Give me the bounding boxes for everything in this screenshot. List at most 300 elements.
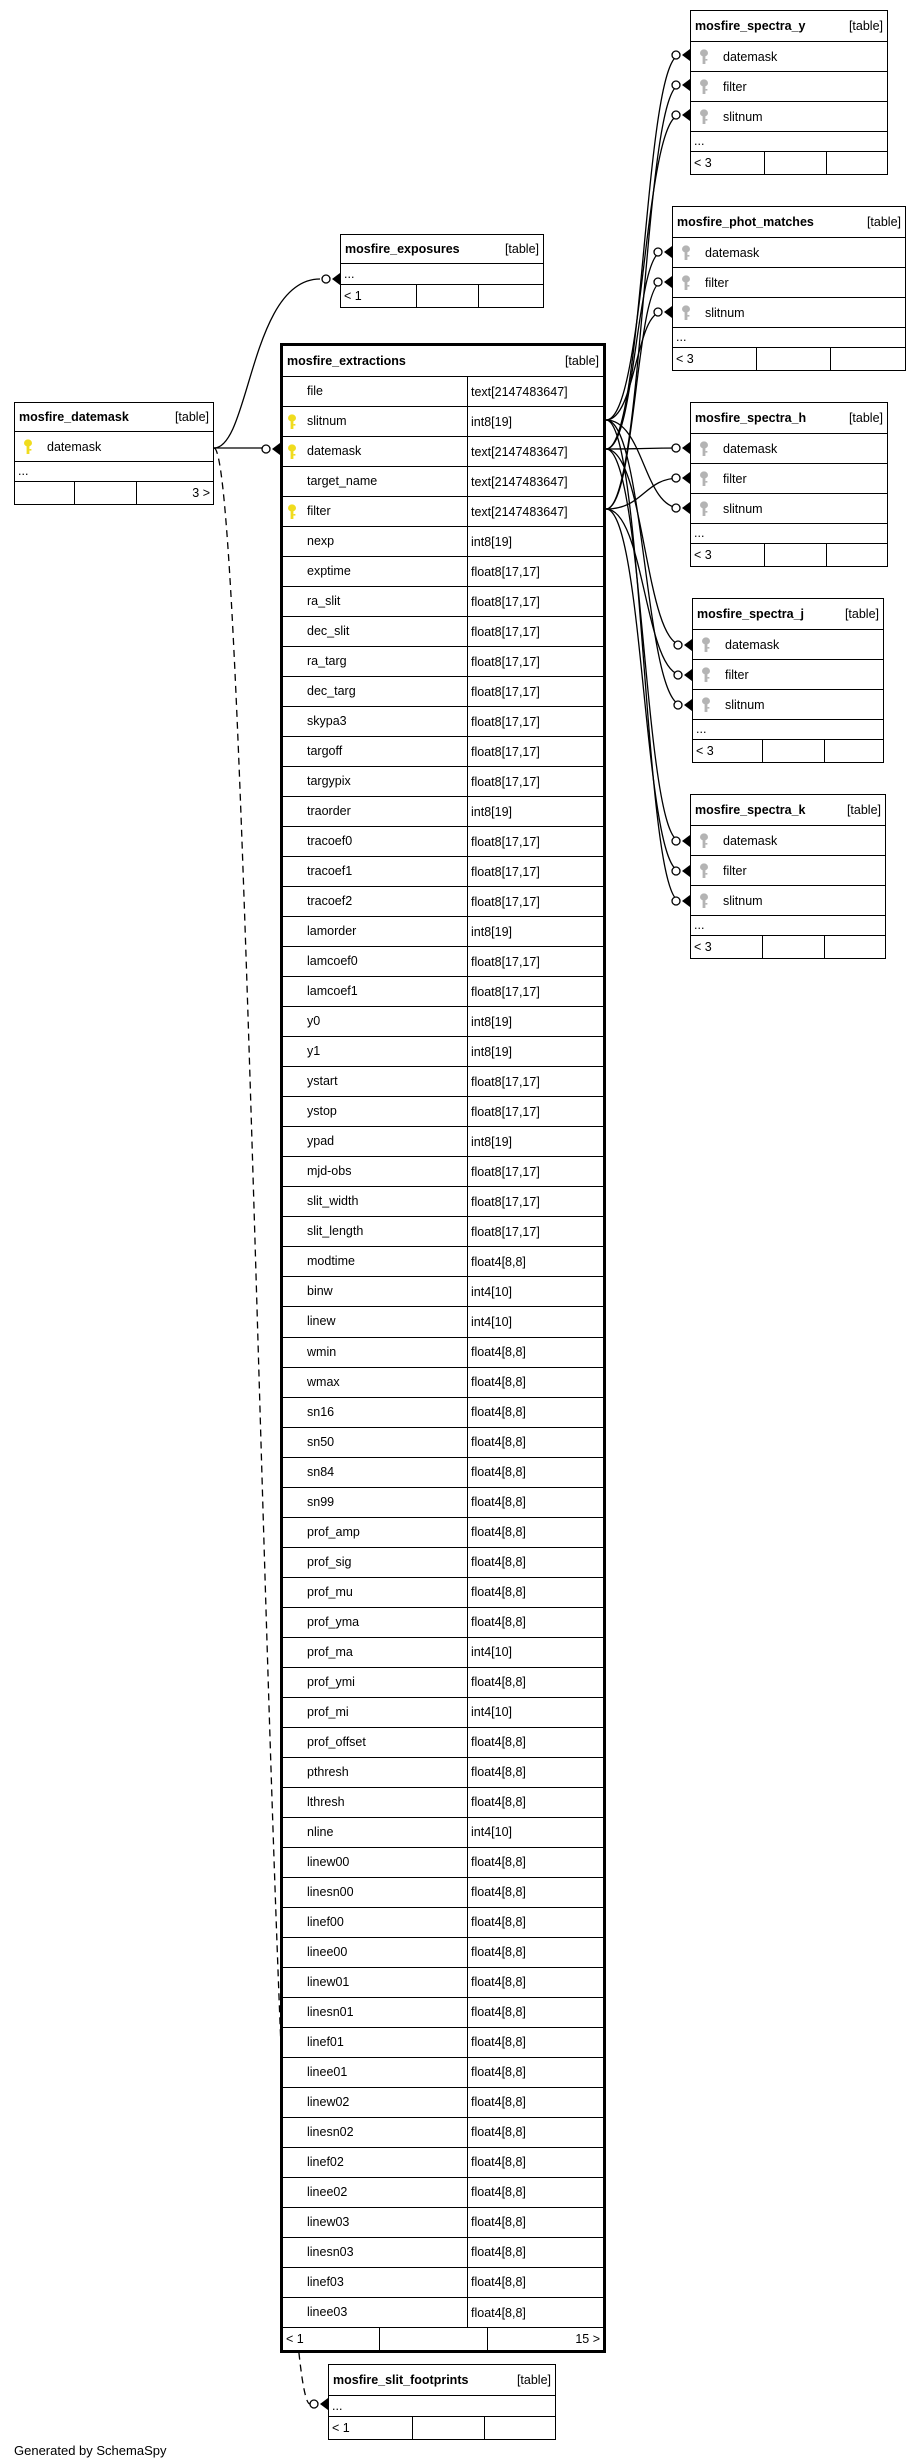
primary-key-icon: [15, 439, 41, 455]
column-name: lamcoef0: [301, 947, 468, 976]
footer-cell[interactable]: < 3: [694, 548, 712, 562]
table-kind: [table]: [504, 242, 539, 256]
column-name: prof_mu: [301, 1578, 468, 1607]
column-name: prof_mi: [301, 1698, 468, 1727]
column-row[interactable]: [283, 856, 603, 886]
many-marker: [682, 502, 690, 514]
table-footer: [691, 151, 887, 174]
optional-marker: [672, 474, 680, 482]
column-row[interactable]: [283, 1757, 603, 1787]
column-row[interactable]: [691, 885, 885, 915]
column-name: filter: [723, 79, 747, 94]
table-name[interactable]: mosfire_datemask: [19, 410, 129, 424]
optional-marker: [674, 671, 682, 679]
optional-marker: [672, 897, 680, 905]
column-row[interactable]: [283, 646, 603, 676]
column-row[interactable]: [283, 886, 603, 916]
column-row[interactable]: [691, 41, 887, 71]
more-columns: ...: [341, 263, 543, 284]
column-row[interactable]: [283, 1427, 603, 1457]
table-name[interactable]: mosfire_spectra_h: [695, 411, 807, 425]
column-name: slitnum: [301, 407, 468, 436]
column-name: datemask: [725, 637, 780, 652]
many-marker: [682, 472, 690, 484]
column-type: int8[19]: [471, 1134, 513, 1149]
column-name: ypad: [301, 1127, 468, 1156]
column-row[interactable]: [283, 976, 603, 1006]
column-type: float4[8,8]: [471, 2065, 526, 2080]
column-row[interactable]: [283, 2147, 603, 2177]
table-kind: [table]: [848, 19, 883, 33]
column-row[interactable]: [283, 2117, 603, 2147]
column-name: filter: [725, 667, 749, 682]
many-marker: [682, 109, 690, 121]
footer-cell: [826, 152, 887, 174]
column-type: float4[8,8]: [471, 2035, 526, 2050]
column-row[interactable]: [283, 1517, 603, 1547]
column-name: linee02: [301, 2178, 468, 2207]
column-row[interactable]: [283, 1937, 603, 1967]
column-type: float4[8,8]: [471, 1555, 526, 1570]
column-type: int8[19]: [471, 804, 513, 819]
table-name[interactable]: mosfire_extractions: [287, 354, 406, 368]
table-kind: [table]: [848, 411, 883, 425]
column-row[interactable]: [283, 1697, 603, 1727]
column-row[interactable]: [283, 2297, 603, 2327]
optional-marker: [672, 504, 680, 512]
column-name: target_name: [301, 467, 468, 496]
footer-cell: [764, 544, 825, 566]
more-columns: ...: [691, 915, 885, 935]
column-name: mjd-obs: [301, 1157, 468, 1186]
column-row[interactable]: [283, 1907, 603, 1937]
footer-cell[interactable]: 3 >: [136, 482, 213, 504]
relationship-line: [606, 115, 680, 420]
column-name: ra_slit: [301, 587, 468, 616]
column-name: file: [301, 377, 468, 406]
column-name: linesn01: [301, 1998, 468, 2027]
column-name: wmax: [301, 1368, 468, 1397]
column-row[interactable]: [283, 2027, 603, 2057]
column-type: float4[8,8]: [471, 1855, 526, 1870]
footer-cell[interactable]: 15 >: [487, 2328, 603, 2350]
column-row[interactable]: [283, 1547, 603, 1577]
column-name: ystop: [301, 1097, 468, 1126]
column-row[interactable]: [283, 526, 603, 556]
many-marker: [684, 699, 692, 711]
more-columns: ...: [673, 327, 905, 347]
table-header: [691, 795, 885, 825]
column-name: prof_ymi: [301, 1668, 468, 1697]
column-row[interactable]: [283, 1156, 603, 1186]
column-row[interactable]: [283, 2057, 603, 2087]
column-row[interactable]: [283, 1967, 603, 1997]
column-type: float8[17,17]: [471, 714, 540, 729]
column-type: float4[8,8]: [471, 1675, 526, 1690]
table-kind: [table]: [844, 607, 879, 621]
table-name[interactable]: mosfire_spectra_k: [695, 803, 806, 817]
table-footer: [691, 935, 885, 958]
column-type: float8[17,17]: [471, 954, 540, 969]
column-name: y1: [301, 1037, 468, 1066]
foreign-key-icon: [691, 833, 717, 849]
column-type: float8[17,17]: [471, 1194, 540, 1209]
column-row[interactable]: [673, 297, 905, 327]
table-name[interactable]: mosfire_exposures: [345, 242, 460, 256]
column-row[interactable]: [691, 825, 885, 855]
column-type: float4[8,8]: [471, 1254, 526, 1269]
optional-marker: [672, 81, 680, 89]
column-name: sn99: [301, 1488, 468, 1517]
column-name: linew03: [301, 2208, 468, 2237]
many-marker: [664, 246, 672, 258]
optional-marker: [674, 641, 682, 649]
many-marker: [682, 835, 690, 847]
column-row[interactable]: [283, 1487, 603, 1517]
footer-cell[interactable]: < 3: [676, 352, 694, 366]
column-row[interactable]: [283, 916, 603, 946]
column-name: linef02: [301, 2148, 468, 2177]
column-name: modtime: [301, 1247, 468, 1276]
column-row[interactable]: [283, 1186, 603, 1216]
column-name: prof_offset: [301, 1728, 468, 1757]
table-footer: [329, 2416, 555, 2439]
more-columns: ...: [15, 461, 213, 481]
column-row[interactable]: [283, 436, 603, 466]
column-name: pthresh: [301, 1758, 468, 1787]
table-footer: [691, 543, 887, 566]
table-name[interactable]: mosfire_phot_matches: [677, 215, 814, 229]
column-row[interactable]: [283, 2177, 603, 2207]
column-type: float8[17,17]: [471, 894, 540, 909]
column-name: dec_targ: [301, 677, 468, 706]
column-name: tracoef0: [301, 827, 468, 856]
many-marker: [664, 306, 672, 318]
footer-cell[interactable]: < 1: [344, 289, 362, 303]
column-type: text[2147483647]: [471, 384, 568, 399]
footer-cell: [824, 936, 885, 958]
column-type: int4[10]: [471, 1825, 513, 1840]
column-type: float4[8,8]: [471, 1405, 526, 1420]
column-row[interactable]: [283, 2267, 603, 2297]
column-name: linef03: [301, 2268, 468, 2297]
column-type: float4[8,8]: [471, 2245, 526, 2260]
optional-marker: [262, 445, 270, 453]
column-row[interactable]: [283, 1787, 603, 1817]
column-type: float4[8,8]: [471, 1915, 526, 1930]
column-type: float4[8,8]: [471, 1735, 526, 1750]
column-type: float4[8,8]: [471, 2275, 526, 2290]
footer-cell: [484, 2417, 555, 2439]
column-type: float8[17,17]: [471, 774, 540, 789]
footer-cell[interactable]: < 1: [286, 2332, 304, 2347]
column-name: slitnum: [725, 697, 765, 712]
table-kind: [table]: [516, 2373, 551, 2387]
footer-cell: [15, 482, 74, 504]
footer-cell: [830, 348, 905, 370]
column-name: linesn02: [301, 2118, 468, 2147]
footer-cell[interactable]: < 3: [694, 940, 712, 954]
foreign-key-icon: [691, 893, 717, 909]
column-type: float4[8,8]: [471, 1765, 526, 1780]
column-row[interactable]: [691, 101, 887, 131]
many-marker: [272, 443, 280, 455]
column-name: prof_yma: [301, 1608, 468, 1637]
column-row[interactable]: [283, 1997, 603, 2027]
column-type: float8[17,17]: [471, 1104, 540, 1119]
column-row[interactable]: [693, 689, 883, 719]
table-kind: [table]: [846, 803, 881, 817]
table-footer: [283, 2327, 603, 2350]
column-type: float4[8,8]: [471, 1465, 526, 1480]
foreign-key-icon: [691, 79, 717, 95]
column-row[interactable]: [283, 1877, 603, 1907]
column-type: float4[8,8]: [471, 1525, 526, 1540]
column-row[interactable]: [283, 376, 603, 406]
optional-marker: [310, 2400, 318, 2408]
column-row[interactable]: [283, 706, 603, 736]
column-row[interactable]: [283, 1637, 603, 1667]
column-name: filter: [723, 863, 747, 878]
column-name: linesn00: [301, 1878, 468, 1907]
footer-cell: [416, 285, 477, 307]
table-spectra-k[interactable]: [690, 794, 886, 959]
column-row[interactable]: [691, 855, 885, 885]
column-row[interactable]: [283, 1036, 603, 1066]
column-name: prof_sig: [301, 1548, 468, 1577]
column-name: traorder: [301, 797, 468, 826]
column-row[interactable]: [283, 1457, 603, 1487]
footer-cell[interactable]: < 1: [332, 2421, 350, 2435]
generated-by-label: Generated by SchemaSpy: [14, 2443, 167, 2458]
column-row[interactable]: [283, 1847, 603, 1877]
many-marker: [684, 639, 692, 651]
column-row[interactable]: [673, 267, 905, 297]
column-row[interactable]: [283, 1607, 603, 1637]
column-row[interactable]: [283, 946, 603, 976]
column-row[interactable]: [283, 1006, 603, 1036]
column-row[interactable]: [693, 659, 883, 689]
column-type: int8[19]: [471, 1044, 513, 1059]
table-slit-footprints[interactable]: [328, 2364, 556, 2440]
table-datemask[interactable]: [14, 402, 214, 505]
column-row[interactable]: [283, 766, 603, 796]
footer-cell: [756, 348, 829, 370]
column-row[interactable]: [673, 237, 905, 267]
table-spectra-h[interactable]: [690, 402, 888, 567]
column-name: datemask: [723, 49, 778, 64]
column-name: linew: [301, 1307, 468, 1336]
column-row[interactable]: [283, 616, 603, 646]
many-marker: [320, 2398, 328, 2410]
column-row[interactable]: [283, 1577, 603, 1607]
footer-cell: [379, 2328, 487, 2350]
column-type: float4[8,8]: [471, 1615, 526, 1630]
table-header: [691, 403, 887, 433]
column-name: nexp: [301, 527, 468, 556]
column-type: float8[17,17]: [471, 864, 540, 879]
column-type: float4[8,8]: [471, 2185, 526, 2200]
column-name: linef01: [301, 2028, 468, 2057]
column-type: int8[19]: [471, 414, 513, 429]
column-type: float8[17,17]: [471, 984, 540, 999]
column-name: slit_length: [301, 1217, 468, 1246]
column-row[interactable]: [283, 1306, 603, 1336]
foreign-key-icon: [673, 305, 699, 321]
column-row[interactable]: [283, 676, 603, 706]
column-row[interactable]: [283, 1276, 603, 1306]
column-name: linew00: [301, 1848, 468, 1877]
column-type: float4[8,8]: [471, 2095, 526, 2110]
column-type: text[2147483647]: [471, 444, 568, 459]
column-row[interactable]: [283, 586, 603, 616]
column-name: slitnum: [723, 501, 763, 516]
column-type: float8[17,17]: [471, 834, 540, 849]
column-row[interactable]: [283, 1667, 603, 1697]
relationship-line: [606, 448, 680, 449]
table-kind: [table]: [564, 354, 599, 368]
column-row[interactable]: [283, 1727, 603, 1757]
column-row[interactable]: [283, 1337, 603, 1367]
table-spectra-j[interactable]: [692, 598, 884, 763]
foreign-key-icon: [693, 637, 719, 653]
footer-cell[interactable]: < 3: [696, 744, 714, 758]
table-footer: [15, 481, 213, 504]
foreign-key-icon: [283, 504, 301, 520]
table-footer: [693, 739, 883, 762]
column-row[interactable]: [283, 1817, 603, 1847]
more-columns: ...: [691, 131, 887, 151]
column-row[interactable]: [283, 1367, 603, 1397]
column-name: datemask: [301, 437, 468, 466]
foreign-key-icon: [691, 863, 717, 879]
column-type: float4[8,8]: [471, 2305, 526, 2320]
column-type: float4[8,8]: [471, 2155, 526, 2170]
column-type: int8[19]: [471, 1014, 513, 1029]
column-type: float4[8,8]: [471, 1585, 526, 1600]
column-row[interactable]: [283, 736, 603, 766]
column-name: ystart: [301, 1067, 468, 1096]
column-row[interactable]: [283, 406, 603, 436]
column-row[interactable]: [283, 1066, 603, 1096]
foreign-key-icon: [673, 245, 699, 261]
column-name: datemask: [723, 833, 778, 848]
column-name: slitnum: [723, 893, 763, 908]
column-row[interactable]: [283, 1397, 603, 1427]
column-name: datemask: [47, 439, 102, 454]
optional-marker: [672, 837, 680, 845]
column-type: int8[19]: [471, 924, 513, 939]
column-name: linee00: [301, 1938, 468, 1967]
optional-marker: [672, 444, 680, 452]
column-row[interactable]: [691, 433, 887, 463]
column-type: float8[17,17]: [471, 624, 540, 639]
table-exposures[interactable]: [340, 234, 544, 308]
column-type: float8[17,17]: [471, 744, 540, 759]
foreign-key-icon: [691, 109, 717, 125]
column-row[interactable]: [691, 71, 887, 101]
table-name[interactable]: mosfire_spectra_j: [697, 607, 805, 621]
column-row[interactable]: [691, 463, 887, 493]
column-type: float4[8,8]: [471, 1795, 526, 1810]
column-name: exptime: [301, 557, 468, 586]
column-row[interactable]: [693, 629, 883, 659]
column-type: int4[10]: [471, 1284, 513, 1299]
column-name: targypix: [301, 767, 468, 796]
column-name: nline: [301, 1818, 468, 1847]
column-name: sn16: [301, 1398, 468, 1427]
more-columns: ...: [329, 2395, 555, 2416]
many-marker: [682, 442, 690, 454]
table-phot-matches[interactable]: [672, 206, 906, 371]
column-type: float8[17,17]: [471, 1074, 540, 1089]
column-type: float8[17,17]: [471, 564, 540, 579]
table-header: [283, 346, 603, 376]
table-name[interactable]: mosfire_slit_footprints: [333, 2373, 469, 2387]
column-row[interactable]: [283, 796, 603, 826]
column-name: lamorder: [301, 917, 468, 946]
column-row[interactable]: [283, 556, 603, 586]
column-name: filter: [723, 471, 747, 486]
many-marker: [332, 273, 340, 285]
column-row[interactable]: [283, 466, 603, 496]
column-name: lthresh: [301, 1788, 468, 1817]
column-type: float4[8,8]: [471, 1345, 526, 1359]
column-type: float4[8,8]: [471, 1375, 526, 1390]
column-name: tracoef1: [301, 857, 468, 886]
column-name: binw: [301, 1277, 468, 1306]
column-name: linew02: [301, 2088, 468, 2117]
column-type: float8[17,17]: [471, 1164, 540, 1179]
foreign-key-icon: [693, 697, 719, 713]
column-row[interactable]: [283, 1246, 603, 1276]
column-row[interactable]: [15, 431, 213, 461]
footer-cell[interactable]: < 3: [694, 156, 712, 170]
table-name[interactable]: mosfire_spectra_y: [695, 19, 806, 33]
column-row[interactable]: [283, 496, 603, 526]
column-type: int4[10]: [471, 1705, 513, 1720]
table-header: [673, 207, 905, 237]
column-name: sn84: [301, 1458, 468, 1487]
table-extractions[interactable]: [280, 343, 606, 2353]
column-row[interactable]: [691, 493, 887, 523]
column-row[interactable]: [283, 2237, 603, 2267]
column-type: float8[17,17]: [471, 654, 540, 669]
column-row[interactable]: [283, 2207, 603, 2237]
column-name: prof_ma: [301, 1638, 468, 1667]
table-header: [329, 2365, 555, 2395]
column-type: int4[10]: [471, 1314, 513, 1329]
column-type: float4[8,8]: [471, 1945, 526, 1960]
column-row[interactable]: [283, 2087, 603, 2117]
relationship-line: [606, 420, 680, 901]
foreign-key-icon: [691, 471, 717, 487]
footer-cell: [826, 544, 887, 566]
footer-cell: [824, 740, 883, 762]
column-row[interactable]: [283, 826, 603, 856]
column-name: filter: [301, 497, 468, 526]
column-row[interactable]: [283, 1126, 603, 1156]
table-spectra-y[interactable]: [690, 10, 888, 175]
column-name: slitnum: [723, 109, 763, 124]
column-row[interactable]: [283, 1216, 603, 1246]
column-type: int4[10]: [471, 1645, 513, 1660]
column-name: wmin: [301, 1338, 468, 1367]
many-marker: [682, 49, 690, 61]
column-type: float4[8,8]: [471, 1435, 526, 1450]
column-row[interactable]: [283, 1096, 603, 1126]
column-name: linew01: [301, 1968, 468, 1997]
